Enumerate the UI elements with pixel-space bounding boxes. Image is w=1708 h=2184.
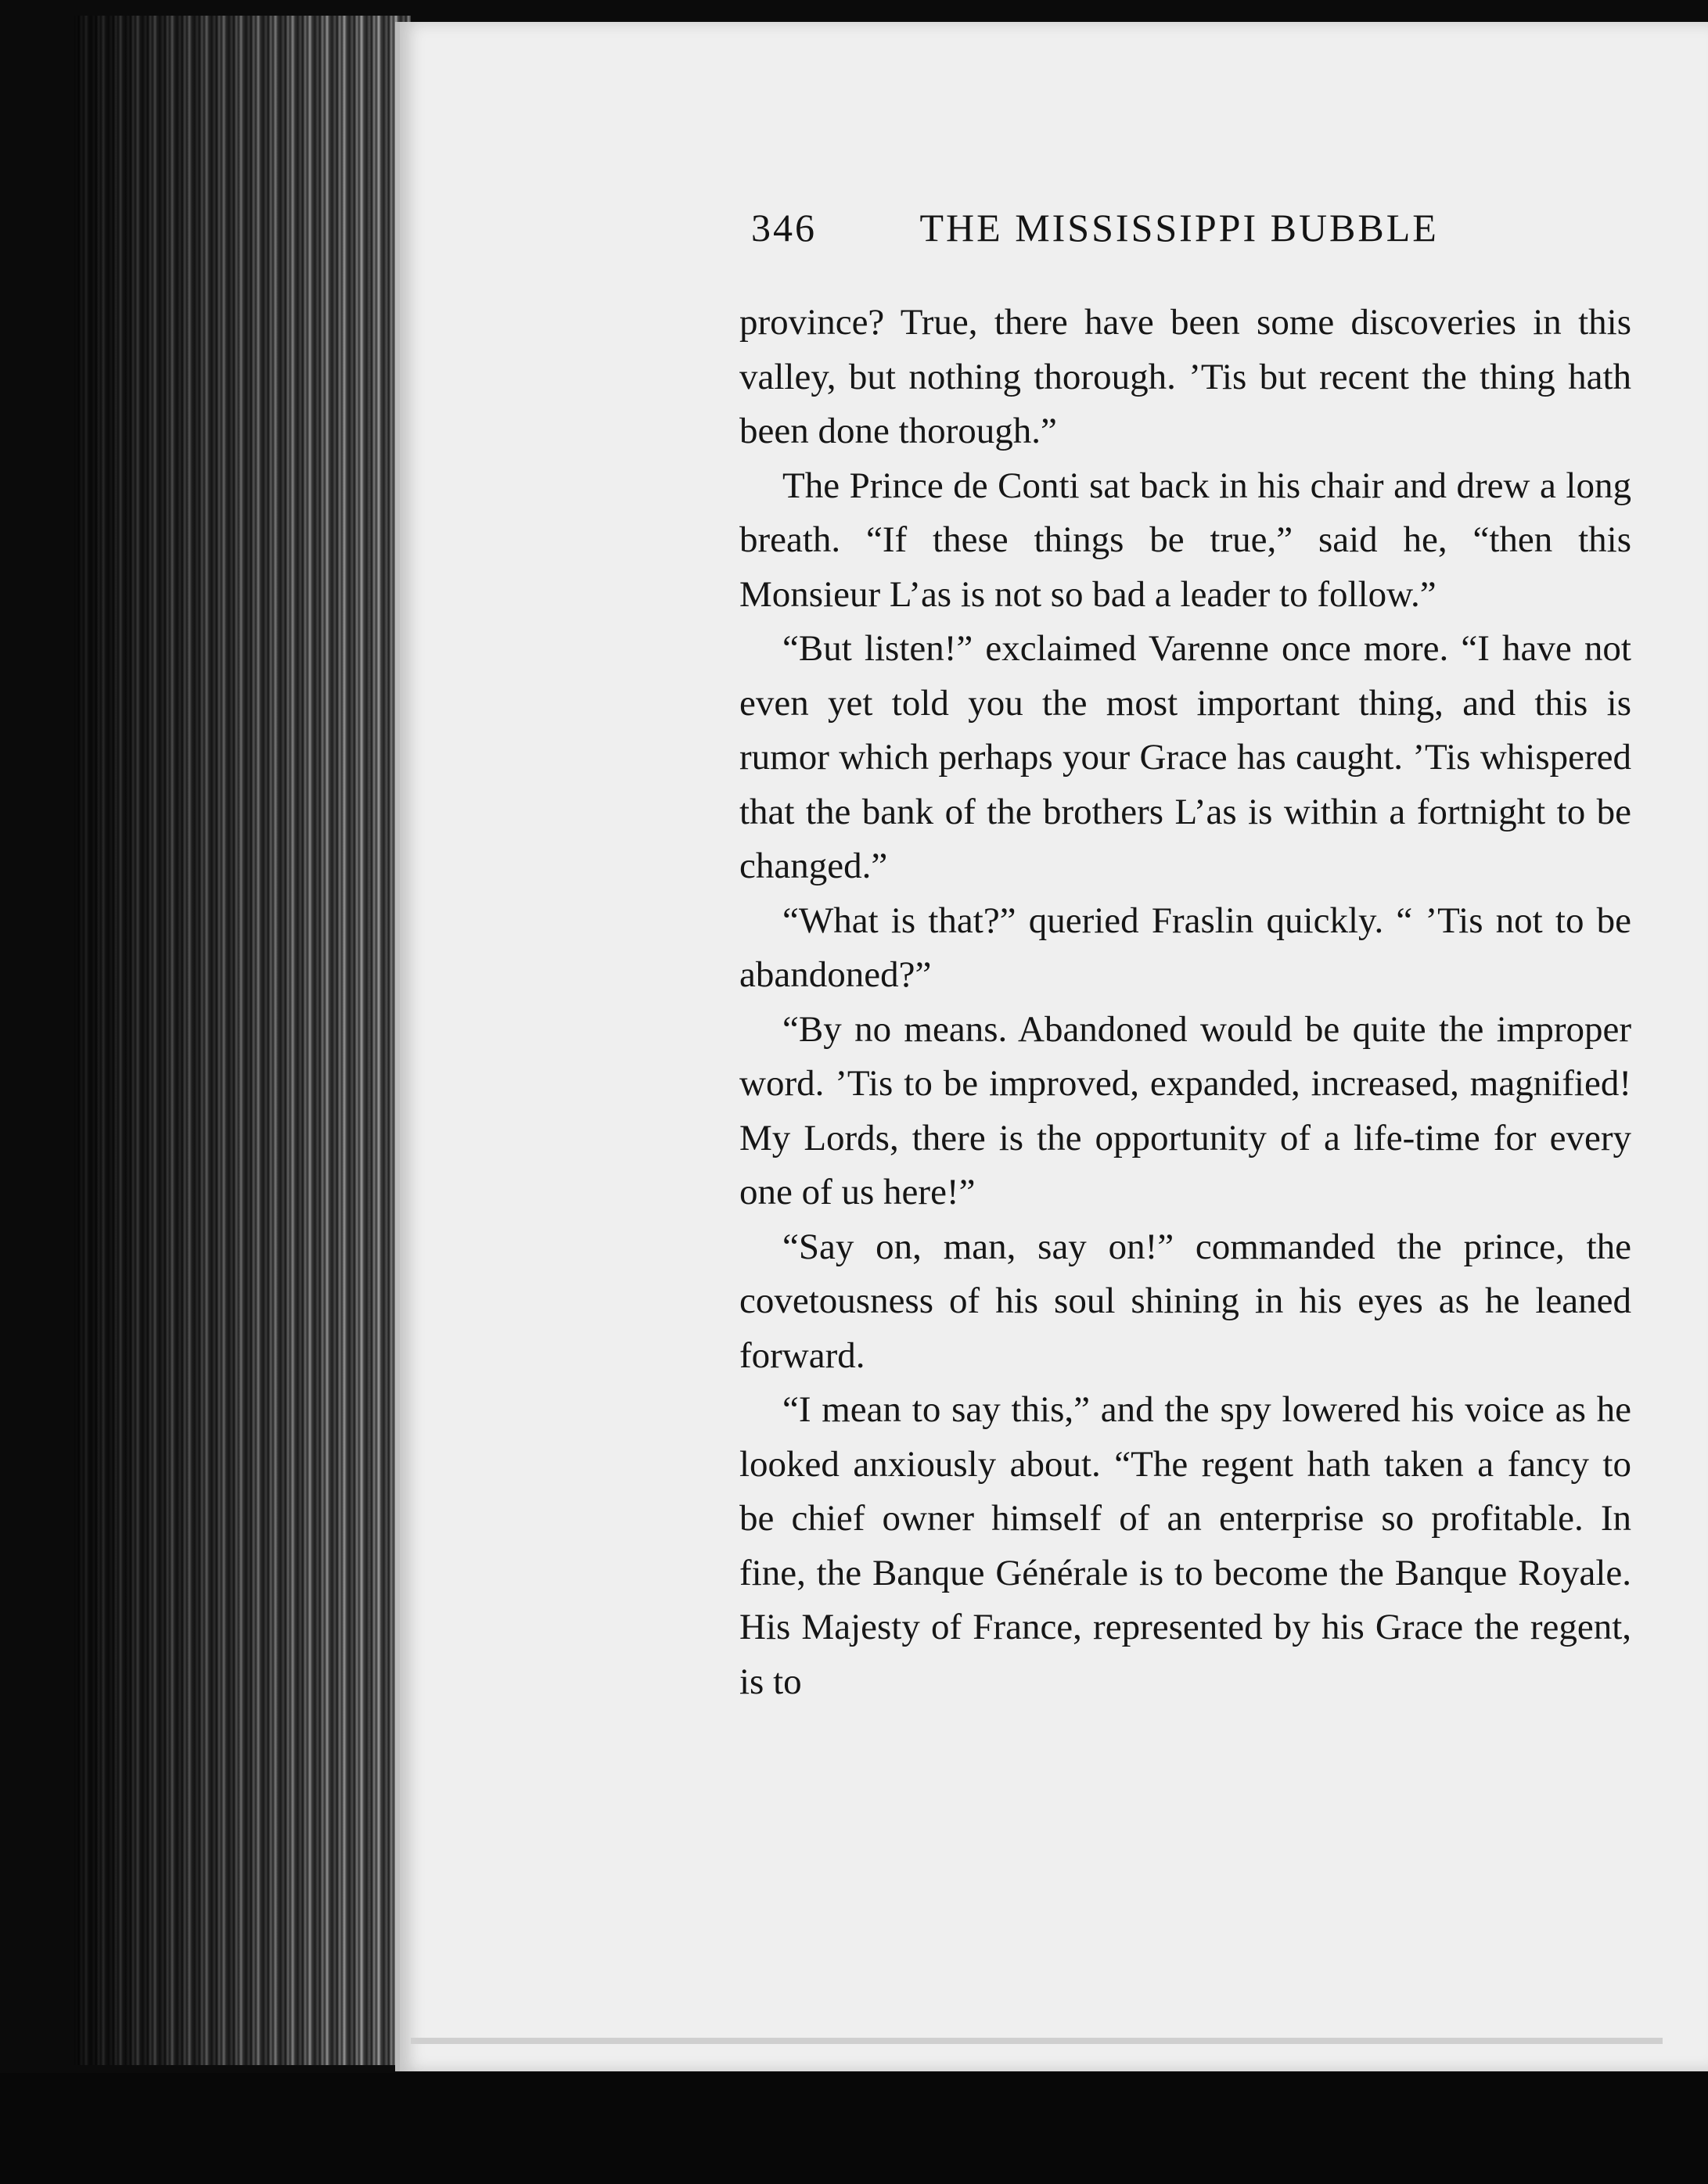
paragraph: “I mean to say this,” and the spy lowered his voice as he looked anxiously about. “The regent hath taken a fancy to be chief owner himself of an enterprise so profitable. In fine, the Banque Générale is to become the Banque Royale. His Majesty of France, represented by his Grace the regent, is to xyxy=(739,1389,1631,1702)
paragraph-continued: province? True, there have been some discoveries in this valley, but nothing thorough. ’Tis but recent the thing hath been done thorough.” xyxy=(739,302,1631,451)
body-text xyxy=(739,296,1631,1709)
page-bottom-edge xyxy=(411,2038,1663,2044)
scan-bottom-border xyxy=(0,2073,1708,2184)
book-title-header: THE MISSISSIPPI BUBBLE xyxy=(919,206,1439,250)
page-number: 346 xyxy=(751,206,817,250)
paragraph: The Prince de Conti sat back in his chair and drew a long breath. “If these things be true,” said he, “then this Monsieur L’as is not so bad a leader to follow.” xyxy=(739,465,1631,615)
paragraph: “By no means. Abandoned would be quite the improper word. ’Tis to be improved, expanded, increased, magnified! My Lords, there is the opportunity of a life-time for every one of us here!” xyxy=(739,1008,1631,1212)
running-head xyxy=(751,205,1627,260)
paragraph: “Say on, man, say on!” commanded the prince, the covetousness of his soul shining in his eyes as he leaned forward. xyxy=(739,1226,1631,1376)
paragraph: “But listen!” exclaimed Varenne once more. “I have not even yet told you the most important thing, and this is rumor which perhaps your Grace has caught. ’Tis whispered that the bank of the brothers L’as is within a fortnight to be changed.” xyxy=(739,628,1631,886)
paragraph: “What is that?” queried Fraslin quickly. “ ’Tis not to be abandoned?” xyxy=(739,900,1631,995)
book-page-edges-shadow xyxy=(74,16,411,2065)
